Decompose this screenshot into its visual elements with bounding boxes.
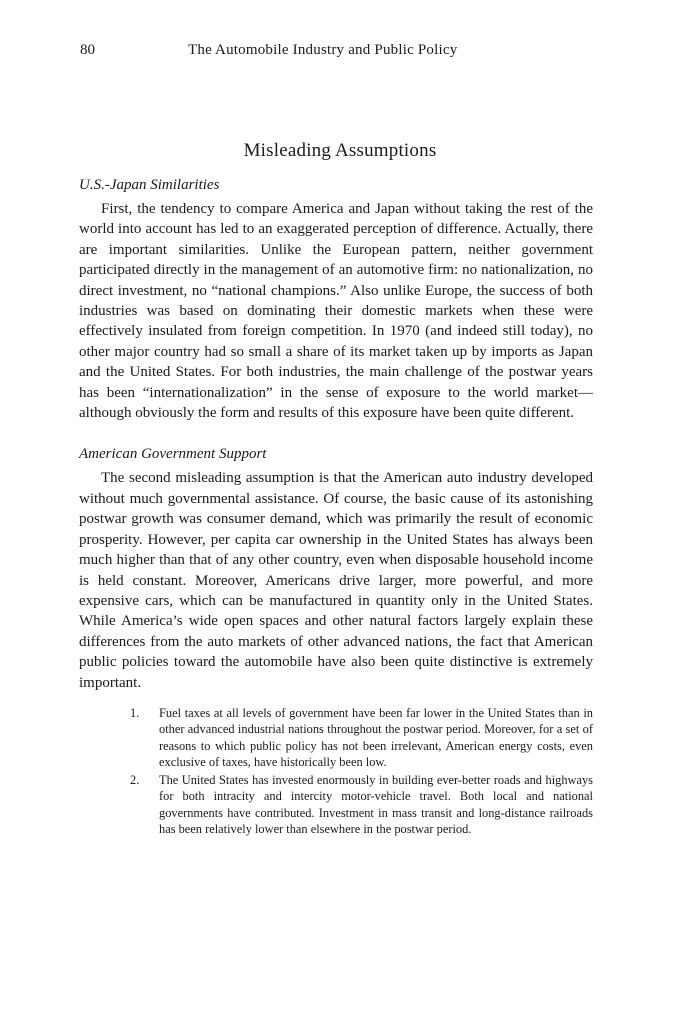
page-content (79, 174, 593, 839)
section-title: Misleading Assumptions (243, 140, 437, 161)
list-item-number: 1. (130, 705, 140, 720)
subhead-us-japan: U.S.-Japan Similarities (79, 177, 220, 193)
numbered-list (79, 705, 593, 837)
list-item (79, 705, 593, 770)
subhead-american-government-support: American Government Support (79, 446, 267, 463)
list-item (79, 772, 593, 837)
list-item-number: 2. (130, 773, 140, 788)
paragraph-us-japan: First, the tendency to compare America and Japan without taking the rest of the world into account has led to an exaggerated perception of difference. Actually, there are important similarities. Unlike the European pattern, neither government participated directly in the management of an automotive firm: no nationalization, no direct investment, no “national champions.” Also unlike Europe, the success of both industries was based on dominating their domestic markets when these were effectively insulated from foreign competition. In 1970 (and indeed still today), no other major country had so small a share of its market taken up by imports as Japan and the United States. For both industries, the main challenge of the postwar years has been “internationalization” in the sense of exposure to the world market—although obviously the form and results of this exposure have been quite different. (79, 201, 593, 422)
list-item-text: Fuel taxes at all levels of government have been far lower in the United States than in other advanced industrial nations throughout the postwar period. Moreover, for a set of reasons to which public policy has not been irrelevant, American energy costs, even exclusive of taxes, have historically been low. (159, 705, 593, 769)
page-number: 80 (80, 42, 95, 58)
paragraph-american-government-support: The second misleading assumption is that the American auto industry developed without much governmental assistance. Of course, the basic cause of its astonishing postwar growth was consumer demand, which was primarily the result of economic prosperity. However, per capita car ownership in the United States has always been much higher than that of any other country, even when disposable household income is held constant. Moreover, Americans drive larger, more powerful, and more expensive cars, which can be manufactured in quantity only in the United States. While America’s wide open spaces and other natural factors largely explain these differences from the auto markets of other advanced nations, the fact that American public policies toward the automobile have also been quite distinctive is extremely important. (79, 470, 593, 691)
running-title: The Automobile Industry and Public Policy (188, 42, 458, 58)
list-item-text: The United States has invested enormously in building ever-better roads and highways for both intracity and intercity motor-vehicle travel. Both local and national governments have contributed. Investment in mass transit and long-distance railroads has been relatively lower than elsewhere in the postwar period. (159, 773, 593, 837)
